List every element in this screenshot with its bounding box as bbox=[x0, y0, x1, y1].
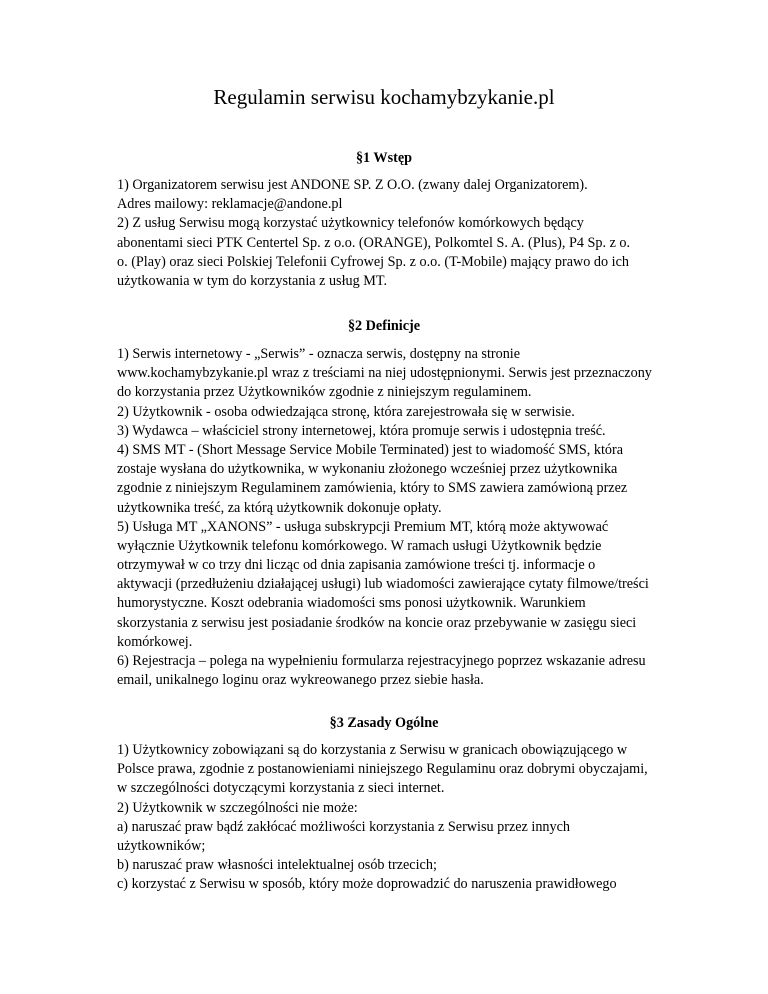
text-line: otrzymywał w co trzy dni licząc od dnia zapisania zamówione treści tj. informacje o bbox=[117, 557, 596, 574]
text-line: 6) Rejestracja – polega na wypełnieniu formularza rejestracyjnego poprzez wskazanie adresu bbox=[117, 653, 646, 669]
text-line: 2) Z usług Serwisu mogą korzystać użytkownicy telefonów komórkowych będący bbox=[117, 215, 584, 232]
text-line: b) naruszać praw własności intelektualnej osób trzecich; bbox=[117, 857, 437, 874]
text-line: c) korzystać z Serwisu w sposób, który może doprowadzić do naruszenia prawidłowego bbox=[117, 876, 617, 893]
text-line: zostaje wysłana do użytkownika, w wykonaniu złożonego wcześniej przez użytkownika bbox=[117, 461, 618, 478]
text-line: humorystyczne. Koszt odebrania wiadomości sms ponosi użytkownik. Warunkiem bbox=[117, 595, 586, 612]
text-line: 1) Organizatorem serwisu jest ANDONE SP. Z O.O. (zwany dalej Organizatorem). bbox=[117, 177, 588, 193]
text-line: użytkownika treść, za którą użytkownik dokonuje opłaty. bbox=[117, 499, 442, 516]
text-line: wyłącznie Użytkownik telefonu komórkowego. W ramach usługi Użytkownik będzie bbox=[117, 537, 602, 554]
text-line: komórkowej. bbox=[117, 633, 193, 650]
text-line: w szczególności dotyczącymi korzystania z sieci internet. bbox=[117, 780, 445, 797]
text-line: aktywacji (przedłużeniu działającej usługi) lub wiadomości zawierające cytaty filmowe/treści bbox=[117, 576, 649, 593]
text-line: 1) Użytkownicy zobowiązani są do korzystania z Serwisu w granicach obowiązującego w bbox=[117, 742, 628, 758]
text-line: www.kochamybzykanie.pl wraz z treściami na niej udostępnionymi. Serwis jest przeznaczony bbox=[117, 365, 652, 382]
section-heading-3: §3 Zasady Ogólne bbox=[329, 715, 439, 731]
document-title: Regulamin serwisu kochamybzykanie.pl bbox=[213, 85, 555, 109]
section-heading-1: §1 Wstęp bbox=[355, 150, 413, 166]
text-line: abonentami sieci PTK Centertel Sp. z o.o. (ORANGE), Polkomtel S. A. (Plus), P4 Sp. z o. bbox=[117, 234, 631, 251]
text-line: a) naruszać praw bądź zakłócać możliwości korzystania z Serwisu przez innych bbox=[117, 818, 571, 835]
text-line: Adres mailowy: reklamacje@andone.pl bbox=[117, 196, 343, 213]
text-line: zgodnie z niniejszym Regulaminem zamówienia, który to SMS zawiera zamówioną przez bbox=[117, 480, 628, 497]
text-line: email, unikalnego loginu oraz wykreowanego przez siebie hasła. bbox=[117, 672, 484, 689]
text-line: 5) Usługa MT „XANONS” - usługa subskrypcji Premium MT, którą może aktywować bbox=[117, 518, 609, 535]
section-body-2 bbox=[117, 345, 717, 690]
text-line: użytkowników; bbox=[117, 837, 206, 854]
text-line: skorzystania z serwisu jest posiadanie środków na koncie oraz przebywanie w zasięgu sieci bbox=[117, 614, 637, 631]
text-line: do korzystania przez Użytkowników zgodnie z niniejszym regulaminem. bbox=[117, 384, 532, 401]
text-line: użytkowania w tym do korzystania z usług MT. bbox=[117, 272, 388, 289]
section-body-3 bbox=[117, 741, 717, 895]
text-line: 1) Serwis internetowy - „Serwis” - oznacza serwis, dostępny na stronie bbox=[117, 346, 521, 362]
text-line: 2) Użytkownik w szczególności nie może: bbox=[117, 799, 358, 816]
text-line: o. (Play) oraz sieci Polskiej Telefonii Cyfrowej Sp. z o.o. (T-Mobile) mający prawo do ich bbox=[117, 253, 630, 270]
text-line: 2) Użytkownik - osoba odwiedzająca stronę, która zarejestrowała się w serwisie. bbox=[117, 403, 575, 420]
text-line: 4) SMS MT - (Short Message Service Mobile Terminated) jest to wiadomość SMS, która bbox=[117, 441, 624, 458]
text-line: Polsce prawa, zgodnie z postanowieniami niniejszego Regulaminu oraz dobrymi obyczajami, bbox=[117, 761, 648, 778]
section-heading-2: §2 Definicje bbox=[347, 318, 421, 334]
text-line: 3) Wydawca – właściciel strony internetowej, która promuje serwis i udostępnia treść. bbox=[117, 422, 606, 439]
section-body-1 bbox=[117, 176, 717, 291]
